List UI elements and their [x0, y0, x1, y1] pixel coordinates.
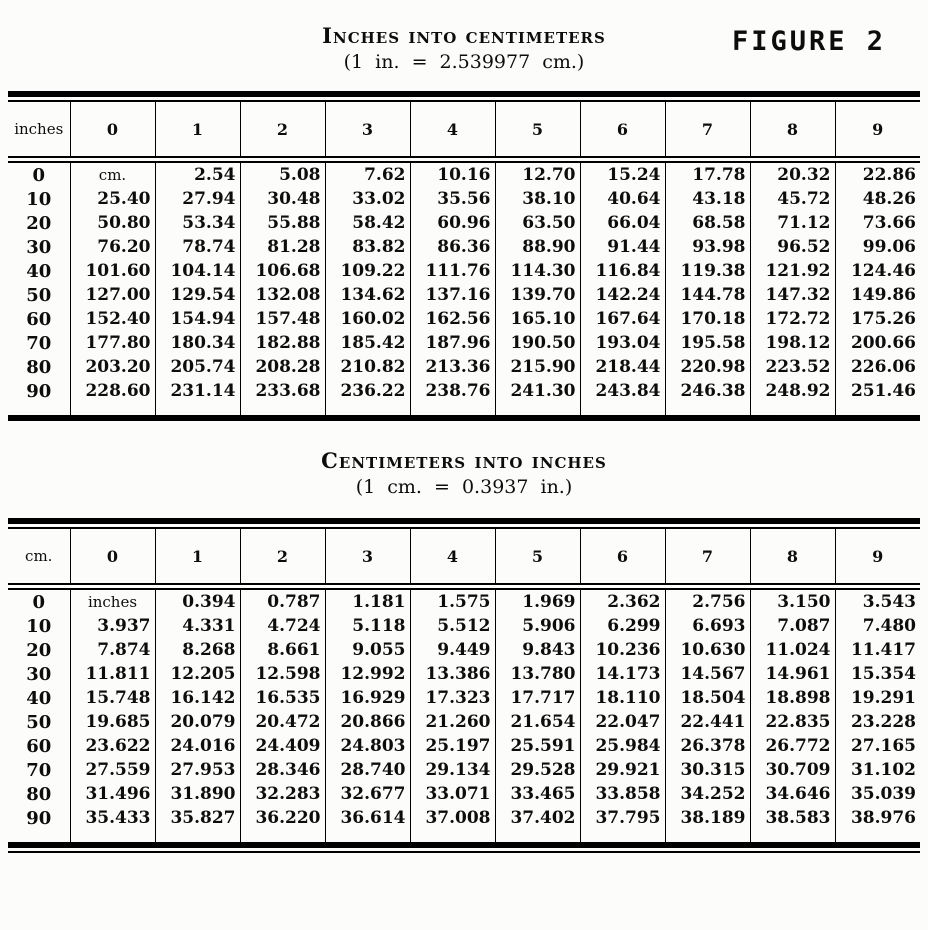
value-cell: 9.843 — [495, 638, 580, 662]
value-cell: 7.480 — [835, 614, 920, 638]
value-cell: 160.02 — [325, 307, 410, 331]
value-cell: 29.921 — [580, 758, 665, 782]
value-cell: 195.58 — [665, 331, 750, 355]
unit-column-header: inches — [14, 120, 64, 138]
value-cell: 215.90 — [495, 355, 580, 379]
value-cell: 16.142 — [155, 686, 240, 710]
value-cell: 236.22 — [325, 379, 410, 415]
value-cell: 66.04 — [580, 211, 665, 235]
value-cell: 198.12 — [750, 331, 835, 355]
row-label-cell: 20 — [26, 212, 52, 234]
value-cell: 27.165 — [835, 734, 920, 758]
value-cell: 134.62 — [325, 283, 410, 307]
value-cell: 22.047 — [580, 710, 665, 734]
table-row — [8, 590, 920, 614]
value-cell: 2.756 — [665, 590, 750, 614]
value-cell: 27.94 — [155, 187, 240, 211]
value-cell: 5.08 — [240, 163, 325, 187]
value-cell: 243.84 — [580, 379, 665, 415]
value-cell: 11.811 — [70, 662, 155, 686]
value-cell: 213.36 — [410, 355, 495, 379]
value-cell: 21.260 — [410, 710, 495, 734]
value-cell: 5.906 — [495, 614, 580, 638]
value-cell: 7.874 — [70, 638, 155, 662]
value-cell: 7.087 — [750, 614, 835, 638]
value-cell: 1.575 — [410, 590, 495, 614]
col-header: 2 — [240, 529, 325, 583]
table-row — [8, 638, 920, 662]
col-header: 3 — [325, 529, 410, 583]
value-cell: 36.220 — [240, 806, 325, 842]
inches-to-cm-header-row — [8, 102, 920, 156]
value-cell: 210.82 — [325, 355, 410, 379]
value-cell: 38.189 — [665, 806, 750, 842]
value-cell: 251.46 — [835, 379, 920, 415]
value-cell: 55.88 — [240, 211, 325, 235]
value-cell: 12.992 — [325, 662, 410, 686]
value-cell: 25.984 — [580, 734, 665, 758]
value-cell: 45.72 — [750, 187, 835, 211]
value-cell: 3.543 — [835, 590, 920, 614]
value-cell: 165.10 — [495, 307, 580, 331]
value-cell: 32.283 — [240, 782, 325, 806]
value-cell: 23.622 — [70, 734, 155, 758]
value-cell: 1.181 — [325, 590, 410, 614]
table-row — [8, 307, 920, 331]
value-cell: 43.18 — [665, 187, 750, 211]
col-header: 5 — [495, 529, 580, 583]
value-cell: 24.016 — [155, 734, 240, 758]
value-cell: 91.44 — [580, 235, 665, 259]
value-cell: 111.76 — [410, 259, 495, 283]
value-cell: 223.52 — [750, 355, 835, 379]
col-header: 4 — [410, 102, 495, 156]
row-label-cell: 0 — [32, 591, 46, 613]
value-cell: 203.20 — [70, 355, 155, 379]
value-cell: 246.38 — [665, 379, 750, 415]
value-cell: 8.661 — [240, 638, 325, 662]
value-cell: 3.937 — [70, 614, 155, 638]
value-cell: 14.961 — [750, 662, 835, 686]
row-label-cell: 40 — [26, 687, 52, 709]
value-cell: 34.252 — [665, 782, 750, 806]
value-cell: 5.512 — [410, 614, 495, 638]
value-cell: 238.76 — [410, 379, 495, 415]
value-cell: 17.78 — [665, 163, 750, 187]
value-cell: 36.614 — [325, 806, 410, 842]
col-header: 1 — [155, 529, 240, 583]
value-cell: 11.417 — [835, 638, 920, 662]
value-cell: 34.646 — [750, 782, 835, 806]
value-cell: 170.18 — [665, 307, 750, 331]
value-cell: 1.969 — [495, 590, 580, 614]
table-row — [8, 331, 920, 355]
value-cell: 13.780 — [495, 662, 580, 686]
table-row — [8, 283, 920, 307]
value-cell: 231.14 — [155, 379, 240, 415]
value-cell: 38.583 — [750, 806, 835, 842]
value-cell: 15.24 — [580, 163, 665, 187]
value-cell: 35.56 — [410, 187, 495, 211]
table-row — [8, 686, 920, 710]
row-label-cell: 10 — [26, 188, 52, 210]
value-cell: 228.60 — [70, 379, 155, 415]
value-cell: 31.496 — [70, 782, 155, 806]
value-cell: 10.16 — [410, 163, 495, 187]
value-cell: 121.92 — [750, 259, 835, 283]
row-label-cell: 20 — [26, 639, 52, 661]
row-label-cell: 50 — [26, 284, 52, 306]
value-cell: 35.827 — [155, 806, 240, 842]
value-cell: 0.394 — [155, 590, 240, 614]
col-header: 0 — [70, 529, 155, 583]
table-row — [8, 662, 920, 686]
row-label-cell: 30 — [26, 236, 52, 258]
value-cell: 68.58 — [665, 211, 750, 235]
table-row — [8, 379, 920, 415]
col-header: 1 — [155, 102, 240, 156]
value-cell: 241.30 — [495, 379, 580, 415]
value-cell: 18.898 — [750, 686, 835, 710]
unit-cell: inches — [70, 590, 155, 614]
value-cell: 114.30 — [495, 259, 580, 283]
value-cell: 127.00 — [70, 283, 155, 307]
value-cell: 175.26 — [835, 307, 920, 331]
value-cell: 7.62 — [325, 163, 410, 187]
value-cell: 30.315 — [665, 758, 750, 782]
value-cell: 17.717 — [495, 686, 580, 710]
value-cell: 24.803 — [325, 734, 410, 758]
value-cell: 15.354 — [835, 662, 920, 686]
table-row — [8, 259, 920, 283]
value-cell: 19.291 — [835, 686, 920, 710]
value-cell: 18.110 — [580, 686, 665, 710]
value-cell: 33.02 — [325, 187, 410, 211]
row-label-cell: 70 — [26, 332, 52, 354]
value-cell: 12.205 — [155, 662, 240, 686]
row-label-cell: 90 — [26, 807, 52, 829]
value-cell: 185.42 — [325, 331, 410, 355]
table-row — [8, 235, 920, 259]
col-header: 0 — [70, 102, 155, 156]
value-cell: 25.591 — [495, 734, 580, 758]
value-cell: 29.528 — [495, 758, 580, 782]
value-cell: 20.866 — [325, 710, 410, 734]
value-cell: 14.173 — [580, 662, 665, 686]
value-cell: 27.953 — [155, 758, 240, 782]
value-cell: 32.677 — [325, 782, 410, 806]
value-cell: 30.709 — [750, 758, 835, 782]
value-cell: 4.331 — [155, 614, 240, 638]
col-header: 9 — [835, 529, 920, 583]
value-cell: 40.64 — [580, 187, 665, 211]
col-header: 7 — [665, 529, 750, 583]
value-cell: 106.68 — [240, 259, 325, 283]
value-cell: 26.378 — [665, 734, 750, 758]
value-cell: 58.42 — [325, 211, 410, 235]
table-top-rule — [8, 91, 920, 102]
value-cell: 17.323 — [410, 686, 495, 710]
value-cell: 28.740 — [325, 758, 410, 782]
inches-to-cm-table — [0, 91, 928, 421]
header-divider-rule — [8, 583, 920, 590]
value-cell: 9.449 — [410, 638, 495, 662]
col-header: 6 — [580, 102, 665, 156]
col-header: 2 — [240, 102, 325, 156]
row-label-cell: 40 — [26, 260, 52, 282]
cm-to-inches-title: Centimeters into inches — [321, 448, 607, 473]
unit-column-header: cm. — [25, 547, 53, 565]
value-cell: 200.66 — [835, 331, 920, 355]
cm-to-inches-table — [0, 518, 928, 853]
value-cell: 99.06 — [835, 235, 920, 259]
value-cell: 26.772 — [750, 734, 835, 758]
col-header: 9 — [835, 102, 920, 156]
value-cell: 35.039 — [835, 782, 920, 806]
value-cell: 5.118 — [325, 614, 410, 638]
table-row — [8, 187, 920, 211]
value-cell: 12.70 — [495, 163, 580, 187]
value-cell: 23.228 — [835, 710, 920, 734]
table-row — [8, 758, 920, 782]
value-cell: 154.94 — [155, 307, 240, 331]
value-cell: 14.567 — [665, 662, 750, 686]
value-cell: 50.80 — [70, 211, 155, 235]
value-cell: 119.38 — [665, 259, 750, 283]
col-header: 8 — [750, 102, 835, 156]
value-cell: 16.929 — [325, 686, 410, 710]
row-label-cell: 30 — [26, 663, 52, 685]
value-cell: 6.693 — [665, 614, 750, 638]
table-row — [8, 355, 920, 379]
value-cell: 29.134 — [410, 758, 495, 782]
value-cell: 6.299 — [580, 614, 665, 638]
table-row — [8, 806, 920, 842]
value-cell: 13.386 — [410, 662, 495, 686]
row-label-cell: 50 — [26, 711, 52, 733]
value-cell: 157.48 — [240, 307, 325, 331]
value-cell: 19.685 — [70, 710, 155, 734]
value-cell: 21.654 — [495, 710, 580, 734]
row-label-cell: 90 — [26, 380, 52, 402]
value-cell: 177.80 — [70, 331, 155, 355]
value-cell: 180.34 — [155, 331, 240, 355]
value-cell: 31.890 — [155, 782, 240, 806]
value-cell: 116.84 — [580, 259, 665, 283]
value-cell: 20.472 — [240, 710, 325, 734]
value-cell: 37.795 — [580, 806, 665, 842]
unit-cell: cm. — [70, 163, 155, 187]
col-header: 3 — [325, 102, 410, 156]
value-cell: 208.28 — [240, 355, 325, 379]
value-cell: 60.96 — [410, 211, 495, 235]
value-cell: 12.598 — [240, 662, 325, 686]
value-cell: 109.22 — [325, 259, 410, 283]
col-header: 5 — [495, 102, 580, 156]
value-cell: 20.079 — [155, 710, 240, 734]
inches-to-cm-body — [8, 163, 920, 415]
value-cell: 33.858 — [580, 782, 665, 806]
value-cell: 11.024 — [750, 638, 835, 662]
value-cell: 139.70 — [495, 283, 580, 307]
value-cell: 25.197 — [410, 734, 495, 758]
value-cell: 147.32 — [750, 283, 835, 307]
col-header: 6 — [580, 529, 665, 583]
value-cell: 88.90 — [495, 235, 580, 259]
value-cell: 162.56 — [410, 307, 495, 331]
value-cell: 38.976 — [835, 806, 920, 842]
value-cell: 10.630 — [665, 638, 750, 662]
value-cell: 78.74 — [155, 235, 240, 259]
cm-to-inches-body — [8, 590, 920, 842]
value-cell: 33.071 — [410, 782, 495, 806]
value-cell: 37.008 — [410, 806, 495, 842]
table-row — [8, 710, 920, 734]
value-cell: 193.04 — [580, 331, 665, 355]
value-cell: 86.36 — [410, 235, 495, 259]
table-row — [8, 734, 920, 758]
value-cell: 142.24 — [580, 283, 665, 307]
value-cell: 190.50 — [495, 331, 580, 355]
value-cell: 76.20 — [70, 235, 155, 259]
value-cell: 53.34 — [155, 211, 240, 235]
value-cell: 63.50 — [495, 211, 580, 235]
value-cell: 31.102 — [835, 758, 920, 782]
row-label-cell: 60 — [26, 735, 52, 757]
table-top-rule — [8, 518, 920, 529]
value-cell: 101.60 — [70, 259, 155, 283]
value-cell: 30.48 — [240, 187, 325, 211]
value-cell: 22.441 — [665, 710, 750, 734]
col-header: 4 — [410, 529, 495, 583]
value-cell: 18.504 — [665, 686, 750, 710]
value-cell: 124.46 — [835, 259, 920, 283]
col-header: 7 — [665, 102, 750, 156]
value-cell: 10.236 — [580, 638, 665, 662]
value-cell: 233.68 — [240, 379, 325, 415]
row-label-cell: 70 — [26, 759, 52, 781]
value-cell: 129.54 — [155, 283, 240, 307]
value-cell: 2.54 — [155, 163, 240, 187]
value-cell: 73.66 — [835, 211, 920, 235]
value-cell: 38.10 — [495, 187, 580, 211]
value-cell: 93.98 — [665, 235, 750, 259]
value-cell: 132.08 — [240, 283, 325, 307]
value-cell: 20.32 — [750, 163, 835, 187]
value-cell: 152.40 — [70, 307, 155, 331]
value-cell: 35.433 — [70, 806, 155, 842]
table-row — [8, 163, 920, 187]
figure-label: FIGURE 2 — [731, 26, 886, 57]
inches-to-cm-subtitle: (1 in. = 2.539977 cm.) — [343, 51, 585, 73]
value-cell: 8.268 — [155, 638, 240, 662]
value-cell: 28.346 — [240, 758, 325, 782]
header-divider-rule — [8, 156, 920, 163]
value-cell: 24.409 — [240, 734, 325, 758]
value-cell: 172.72 — [750, 307, 835, 331]
value-cell: 149.86 — [835, 283, 920, 307]
cm-to-inches-title-block — [0, 423, 928, 501]
value-cell: 4.724 — [240, 614, 325, 638]
value-cell: 9.055 — [325, 638, 410, 662]
value-cell: 137.16 — [410, 283, 495, 307]
value-cell: 22.835 — [750, 710, 835, 734]
value-cell: 104.14 — [155, 259, 240, 283]
row-label-cell: 10 — [26, 615, 52, 637]
cm-to-inches-header-row — [8, 529, 920, 583]
value-cell: 96.52 — [750, 235, 835, 259]
table-bottom-rule — [8, 842, 920, 853]
value-cell: 182.88 — [240, 331, 325, 355]
value-cell: 205.74 — [155, 355, 240, 379]
value-cell: 167.64 — [580, 307, 665, 331]
row-label-cell: 80 — [26, 356, 52, 378]
value-cell: 81.28 — [240, 235, 325, 259]
value-cell: 218.44 — [580, 355, 665, 379]
value-cell: 22.86 — [835, 163, 920, 187]
value-cell: 25.40 — [70, 187, 155, 211]
value-cell: 248.92 — [750, 379, 835, 415]
value-cell: 15.748 — [70, 686, 155, 710]
row-label-cell: 0 — [32, 164, 46, 186]
value-cell: 187.96 — [410, 331, 495, 355]
value-cell: 37.402 — [495, 806, 580, 842]
inches-to-cm-title: Inches into centimeters — [322, 23, 606, 48]
row-label-cell: 60 — [26, 308, 52, 330]
value-cell: 220.98 — [665, 355, 750, 379]
value-cell: 226.06 — [835, 355, 920, 379]
value-cell: 27.559 — [70, 758, 155, 782]
row-label-cell: 80 — [26, 783, 52, 805]
table-row — [8, 782, 920, 806]
table-row — [8, 211, 920, 235]
table-row — [8, 614, 920, 638]
value-cell: 48.26 — [835, 187, 920, 211]
cm-to-inches-subtitle: (1 cm. = 0.3937 in.) — [355, 476, 573, 498]
col-header: 8 — [750, 529, 835, 583]
value-cell: 83.82 — [325, 235, 410, 259]
value-cell: 0.787 — [240, 590, 325, 614]
value-cell: 16.535 — [240, 686, 325, 710]
value-cell: 71.12 — [750, 211, 835, 235]
value-cell: 3.150 — [750, 590, 835, 614]
value-cell: 144.78 — [665, 283, 750, 307]
value-cell: 33.465 — [495, 782, 580, 806]
value-cell: 2.362 — [580, 590, 665, 614]
